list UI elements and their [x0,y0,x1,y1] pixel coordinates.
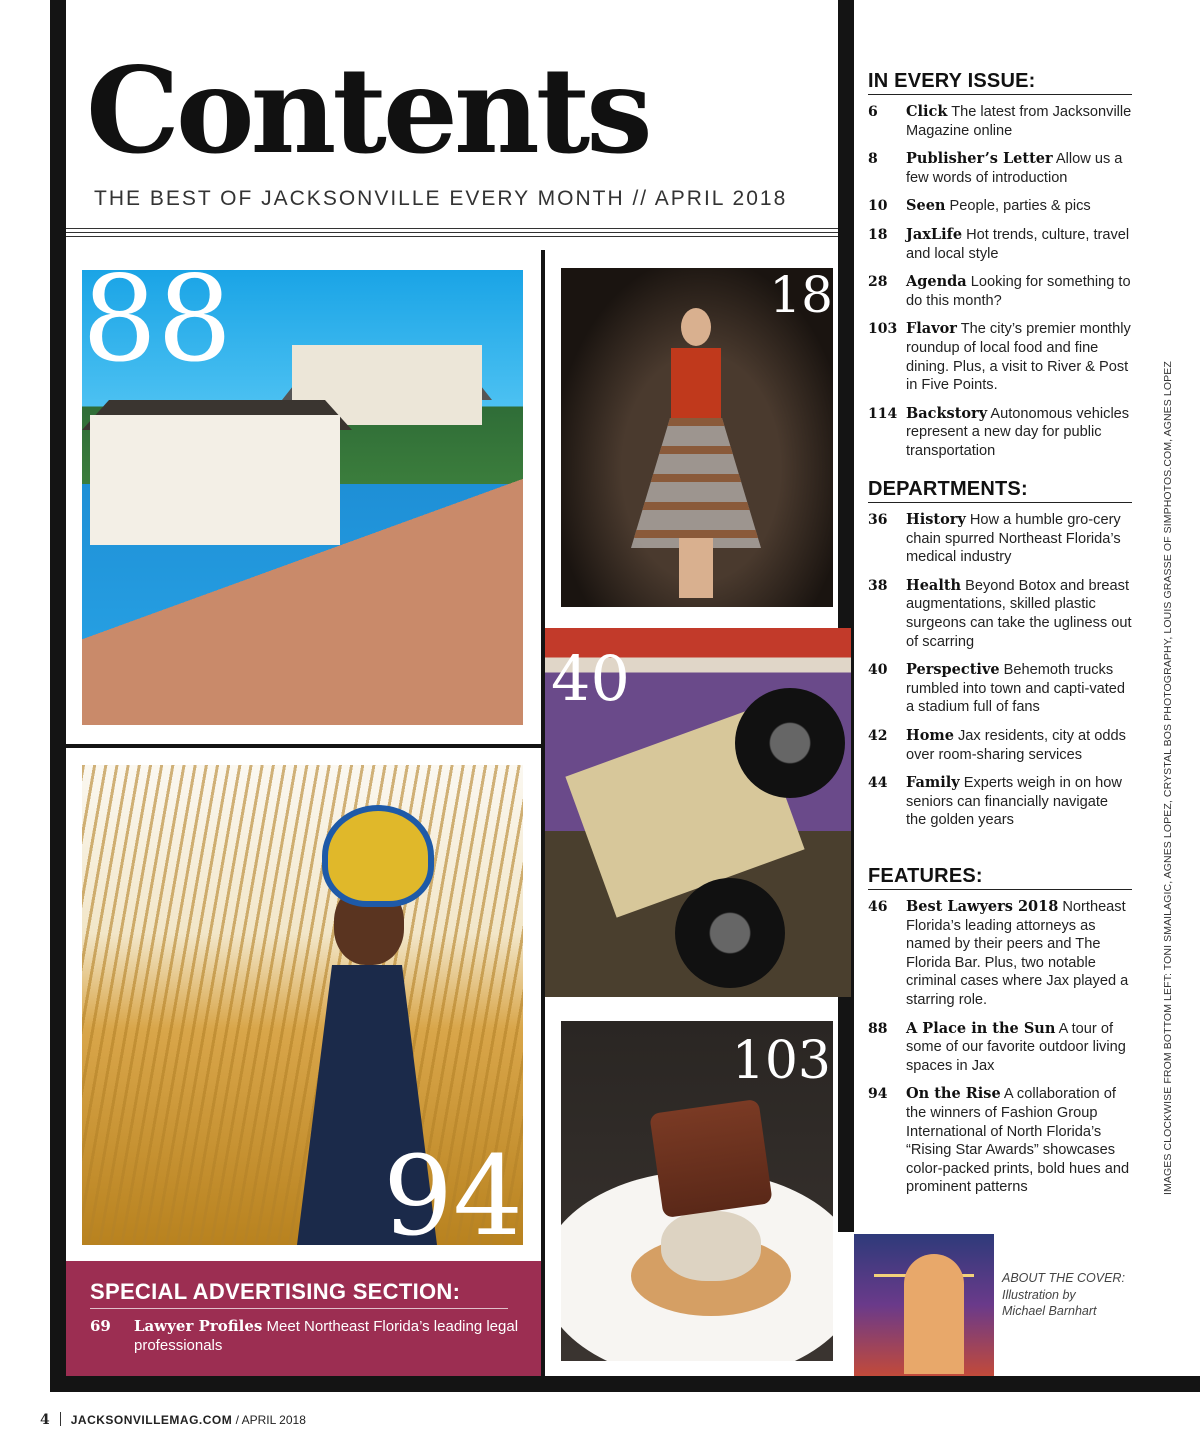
entry-description: Jax residents, city at odds over room-sharing services [906,727,1126,763]
entry-description: Beyond Botox and breast augmentations, skilled plastic surgeons can take the ugliness out of scarring [906,577,1132,650]
section-departments [868,478,1132,830]
tagline: THE BEST OF JACKSONVILLE EVERY MONTH // APRIL 2018 [94,187,788,210]
entry-title: A Place in the Sun [906,1019,1056,1037]
photo-page-number: 94 [383,1132,523,1245]
entry-page-number: 36 [868,512,888,528]
page-number: 4 [40,1412,50,1428]
photo-monster-truck[interactable] [545,628,851,997]
entry-title: Family [906,774,960,792]
toc-entry[interactable] [868,320,1132,394]
entry-description: A collaboration of the winners of Fashion Group International of North Florida’s “Rising Star Awards” showcases color-packed prints, bold hues and prominent patterns [906,1086,1130,1196]
entry-title: Publisher’s Letter [906,150,1053,168]
entry-title: Backstory [906,404,988,422]
entry-description: Northeast Florida’s leading attorneys as named by their peers and The Florida Bar. Plus, two notable criminal cases where Jax played a starring role. [906,899,1129,1008]
toc-entry[interactable] [868,150,1132,187]
entry-page-number: 42 [868,727,888,744]
masthead-rule [66,228,838,229]
page-footer [40,1412,306,1428]
photo-pool[interactable] [82,270,523,725]
photo-page-number: 103 [731,1031,831,1091]
section-heading: IN EVERY ISSUE: [868,70,1132,95]
entry-description: Looking for something to do this month? [906,274,1131,309]
toc-entry[interactable] [868,103,1132,140]
entry-page-number: 38 [868,577,888,594]
entry-description: Experts weigh in on how seniors can financially navigate the golden years [906,775,1122,829]
toc-entry[interactable] [868,898,1132,1010]
entry-page-number: 94 [868,1086,888,1103]
entry-title: Best Lawyers 2018 [906,898,1059,915]
footer-issue: / APRIL 2018 [232,1413,306,1427]
entry-title: Lawyer Profiles [134,1317,263,1335]
entry-title: Agenda [906,273,967,291]
toc-entry[interactable] [868,661,1132,717]
entry-title: Perspective [906,661,1000,679]
entry-title: JaxLife [906,225,963,243]
section-heading: DEPARTMENTS: [868,478,1132,503]
entry-page-number: 103 [868,321,898,338]
entry-title: Flavor [906,320,957,338]
page-title: Contents [86,41,649,180]
entry-page-number: 114 [868,405,898,422]
site-link[interactable]: JACKSONVILLEMAG.COM [70,1413,233,1427]
entry-description: People, parties & pics [945,198,1091,215]
cover-illustration-thumbnail[interactable] [854,1234,994,1376]
toc-entry[interactable] [868,226,1132,263]
model-figure [661,308,731,598]
entry-title: History [906,511,966,528]
toc-entry[interactable] [868,1020,1132,1076]
entry-page-number: 44 [868,775,888,792]
toc-entry[interactable] [868,273,1132,310]
photo-fashion[interactable] [561,268,833,607]
toc-entry[interactable] [868,511,1132,567]
entry-page-number: 6 [868,104,878,120]
toc-entry[interactable] [868,727,1132,764]
frame-bar-left [50,0,66,1392]
entry-page-number: 18 [868,226,888,243]
section-heading: FEATURES: [868,865,1132,890]
entry-page-number: 46 [868,899,888,915]
special-heading: SPECIAL ADVERTISING SECTION: [90,1279,461,1304]
photo-food[interactable] [561,1021,833,1361]
entry-title: Home [906,726,954,744]
entry-page-number: 28 [868,274,888,291]
entry-description: How a humble gro-cery chain spurred Northeast Florida’s medical industry [906,512,1121,566]
toc-entry[interactable] [868,405,1132,461]
frame-bar-center [838,0,854,1232]
entry-page-number: 40 [868,662,888,679]
entry-page-number: 10 [868,198,888,215]
entry-page-number: 8 [868,151,878,168]
entry-title: On the Rise [906,1085,1001,1103]
photo-page-number: 40 [551,642,630,715]
entry-title: Health [906,576,962,594]
entry-description: Meet Northeast Florida’s leading legal professionals [134,1318,519,1354]
section-every-issue [868,70,1132,461]
entry-page-number: 88 [868,1020,888,1037]
photo-credit: IMAGES CLOCKWISE FROM BOTTOM LEFT: TONI SMAILAGIC, AGNES LOPEZ, CRYSTAL BOS PHOTOGRAPHY, LOUIS GRASSE OF SIMPHOTOS.COM, AGNES LOPEZ [1162,361,1174,1195]
masthead [66,0,838,250]
toc-entry[interactable] [868,197,1132,216]
entry-description: Hot trends, culture, travel and local style [906,226,1130,262]
entry-description: The city’s premier monthly roundup of local food and fine dining. Plus, a visit to River & Post in Five Points. [906,321,1131,394]
photo-grass-field[interactable] [82,765,523,1245]
frame-bar-bottom [50,1376,1200,1392]
special-advertising-section [66,1261,541,1376]
entry-description: Autonomous vehicles represent a new day for public transportation [906,405,1130,459]
photo-divider-horizontal [66,744,542,748]
entry-title: Click [906,103,948,120]
entry-description: The latest from Jacksonville Magazine online [906,104,1132,139]
entry-description: Allow us a few words of introduction [906,151,1123,186]
photo-page-number: 88 [82,270,233,388]
toc-entry[interactable] [868,577,1132,651]
toc-entry[interactable] [90,1317,520,1355]
cover-caption: ABOUT THE COVER: Illustration by Michael Barnhart [1002,1271,1125,1318]
photo-page-number: 18 [769,268,833,324]
entry-description: A tour of some of our favorite outdoor living spaces in Jax [906,1020,1126,1074]
toc-entry[interactable] [868,774,1132,830]
toc-entry[interactable] [868,1085,1132,1197]
masthead-rule [66,236,838,237]
entry-title: Seen [906,197,946,215]
masthead-rule [66,232,838,233]
entry-page-number: 69 [90,1317,111,1335]
section-features [868,865,1132,1197]
entry-description: Behemoth trucks rumbled into town and capti-vated a stadium full of fans [906,662,1126,716]
